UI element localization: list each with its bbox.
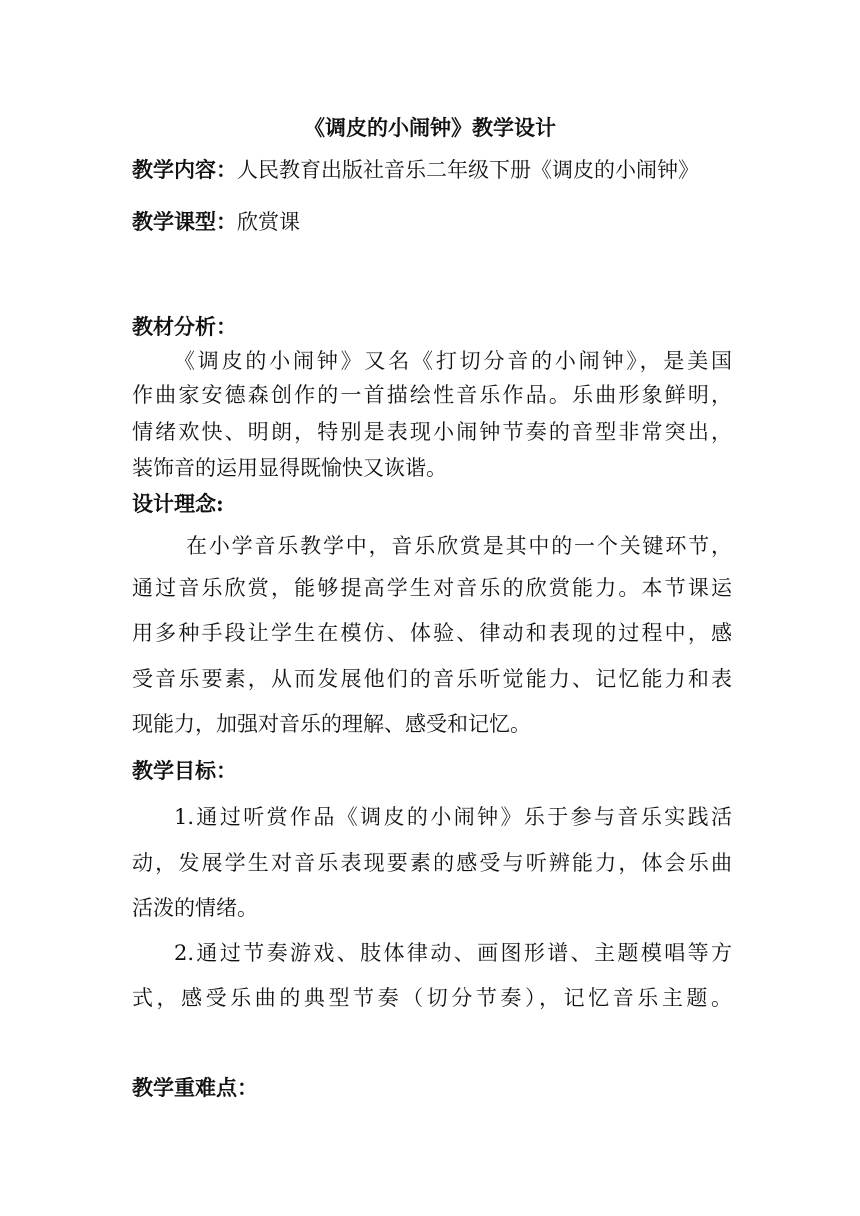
concept-line: 用多种手段让学生在模仿、体验、律动和表现的过程中，感	[132, 621, 732, 645]
lesson-type-value: 欣赏课	[237, 210, 300, 234]
analysis-line: 《调皮的小闹钟》又名《打切分音的小闹钟》，是美国	[174, 349, 732, 373]
goals-heading: 教学目标：	[132, 758, 237, 783]
analysis-line: 作曲家安德森创作的一首描绘性音乐作品。乐曲形象鲜明，	[132, 383, 732, 407]
goal-line: 2.通过节奏游戏、肢体律动、画图形谱、主题模唱等方	[174, 941, 732, 965]
goal-line: 式，感受乐曲的典型节奏（切分节奏），记忆音乐主题。	[132, 986, 732, 1010]
teaching-content-label: 教学内容：	[132, 157, 237, 182]
analysis-heading: 教材分析：	[132, 314, 237, 339]
concept-line: 现能力，加强对音乐的理解、感受和记忆。	[132, 712, 531, 736]
analysis-line: 装饰音的运用显得既愉快又诙谐。	[132, 456, 447, 480]
key-points-heading: 教学重难点：	[132, 1075, 258, 1100]
goal-line: 1.通过听赏作品《调皮的小闹钟》乐于参与音乐实践活	[174, 805, 732, 829]
teaching-content-row	[132, 156, 732, 184]
concept-line: 在小学音乐教学中，音乐欣赏是其中的一个关键环节，	[186, 534, 732, 558]
analysis-line: 情绪欢快、明朗，特别是表现小闹钟节奏的音型非常突出，	[132, 420, 732, 444]
goal-line: 活泼的情绪。	[132, 896, 258, 920]
document-title: 《调皮的小闹钟》教学设计	[304, 115, 556, 140]
concept-line: 通过音乐欣赏，能够提高学生对音乐的欣赏能力。本节课运	[132, 576, 732, 600]
concept-heading: 设计理念:	[132, 491, 224, 516]
concept-line: 受音乐要素，从而发展他们的音乐听觉能力、记忆能力和表	[132, 667, 732, 691]
goal-line: 动，发展学生对音乐表现要素的感受与听辨能力，体会乐曲	[132, 851, 732, 875]
teaching-content-value: 人民教育出版社音乐二年级下册《调皮的小闹钟》	[237, 158, 699, 182]
lesson-type-label: 教学课型：	[132, 209, 237, 234]
lesson-type-row	[132, 208, 732, 236]
